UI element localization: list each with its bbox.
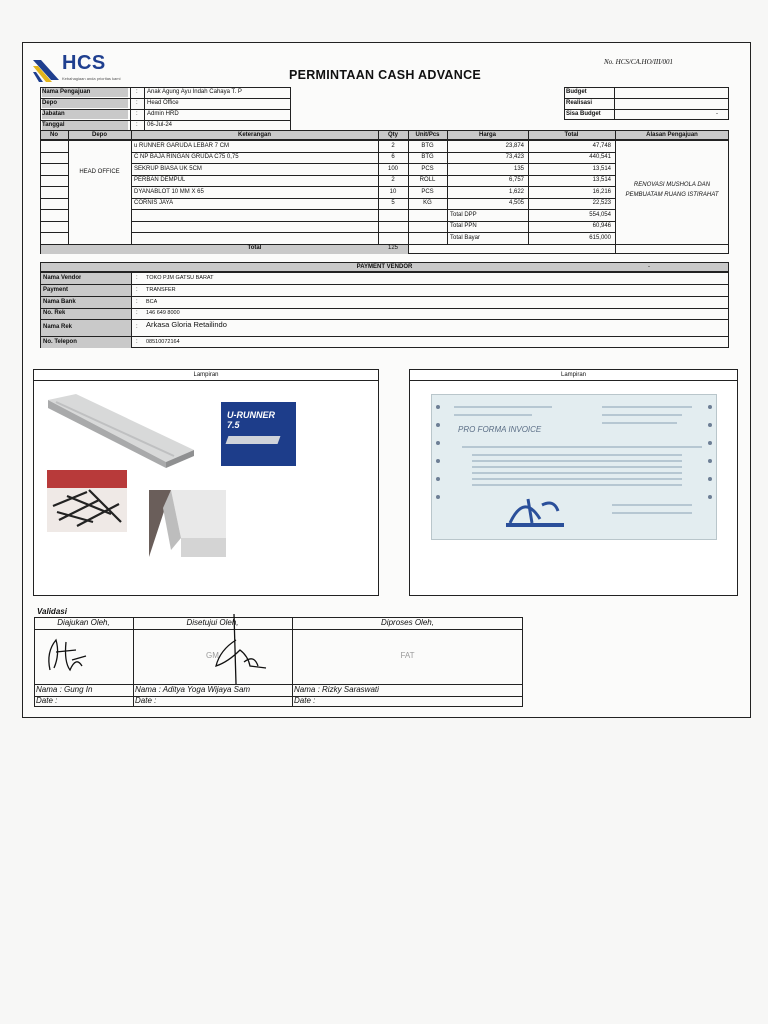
attachment-title: Lampiran (34, 370, 378, 381)
payment-value: 146 649 8000 (146, 310, 180, 316)
approval-stamp: FAT (400, 651, 415, 660)
depo-cell: HEAD OFFICE (79, 169, 120, 175)
row-divider (40, 272, 729, 273)
item-total: 13,514 (592, 177, 611, 183)
payment-value: 08510072164 (146, 338, 180, 345)
item-unit: ROLL (419, 177, 436, 183)
row-divider (40, 319, 729, 320)
item-total: 22,523 (592, 200, 611, 206)
item-price: 23,874 (505, 142, 524, 149)
approver-role: Disetujui Oleh, (186, 618, 239, 627)
attachment-panel-right (409, 369, 738, 596)
payment-label: Nama Rek (43, 324, 73, 330)
payment-value: TOKO PJM GATSU BARAT (146, 274, 214, 281)
invoice-photo (431, 394, 717, 540)
col-divider (408, 244, 409, 254)
col-divider (144, 87, 145, 131)
info-label: Tanggal (42, 121, 128, 130)
info-value: Head Office (147, 100, 179, 106)
item-price: 135 (513, 165, 524, 172)
row-divider (34, 684, 523, 685)
info-value: Admin HRD (147, 111, 179, 117)
total-qty: 125 (387, 245, 398, 251)
document-number: No. HCS/CA.HO/III/001 (604, 58, 674, 66)
item-unit: BTG (421, 154, 434, 160)
row-divider (40, 232, 68, 233)
approver-name: Nama : Gung In (36, 685, 93, 694)
approver-role: Diajukan Oleh, (57, 618, 110, 627)
col-divider (292, 617, 293, 707)
col-divider (614, 87, 615, 120)
info-label: Jabatan (42, 110, 128, 119)
item-unit: PCS (421, 188, 434, 195)
payment-value: TRANSFER (146, 286, 176, 293)
total-label: Total (247, 245, 262, 251)
item-description: SEKRUP BIASA UK 5CM (134, 165, 202, 172)
item-description: u RUNNER GARUDA LEBAR 7 CM (134, 142, 230, 149)
signature-approver (200, 610, 270, 688)
item-price: 1,622 (508, 188, 524, 195)
approver-role: Diproses Oleh, (381, 618, 434, 627)
item-total: 16,216 (592, 188, 611, 195)
company-tagline: Kebahagiaan anda prioritas kami (62, 76, 121, 81)
item-price: 73,423 (505, 154, 524, 160)
row-divider (40, 209, 68, 210)
table-header-cell: Keterangan (237, 131, 271, 138)
approval-date: Date : (36, 696, 58, 705)
approver-name: Nama : Rizky Saraswati (294, 685, 379, 694)
item-qty: 6 (391, 154, 395, 160)
u-runner-label: U-RUNNER 7.5 (227, 410, 275, 430)
payment-separator: : (136, 298, 138, 305)
row-divider (34, 629, 523, 630)
approver-name: Nama : Aditya Yoga Wijaya Sam (135, 685, 251, 694)
row-divider (40, 308, 729, 309)
item-unit: BTG (421, 142, 434, 149)
reason-text: RENOVASI MUSHOLA DAN PEMBUATAM RUANG ISTIRAHAT (625, 182, 719, 198)
row-divider (40, 336, 729, 337)
screws-photo (47, 470, 127, 532)
attachment-panel-left (33, 369, 379, 596)
item-description: DYANABLOT 10 MM X 65 (134, 188, 204, 195)
payment-label: No. Rek (43, 310, 66, 316)
row-divider (40, 296, 729, 297)
item-price: 6,757 (508, 177, 524, 183)
item-description: C NP BAJA RINGAN GRUDA C75 0,75 (134, 154, 239, 160)
payment-title-dash: - (648, 263, 650, 270)
item-total: 440,541 (589, 154, 611, 160)
page-title: PERMINTAAN CASH ADVANCE (288, 68, 482, 82)
info-separator: : (136, 89, 138, 95)
item-price: 4,505 (508, 200, 524, 206)
info-value: Anak Agung Ayu Indah Cahaya T. P (147, 89, 242, 95)
table-header-cell: Qty (387, 131, 398, 138)
table-header-cell: Alasan Pengajuan (646, 131, 698, 138)
signature-submitter (42, 632, 92, 676)
col-divider (130, 87, 131, 131)
info-value: 06-Jul-24 (147, 122, 173, 128)
c-profile-photo (46, 392, 196, 470)
item-qty: 5 (391, 200, 395, 206)
validation-box (34, 617, 523, 707)
budget-label: Realisasi (566, 100, 593, 106)
row-divider (40, 284, 729, 285)
approval-date: Date : (294, 696, 316, 705)
info-separator: : (136, 111, 138, 117)
payment-label: Nama Bank (43, 298, 76, 305)
summary-value: 615,000 (589, 234, 611, 241)
col-divider (615, 130, 616, 254)
table-header-cell: Unit/Pcs (415, 131, 440, 138)
table-header-cell: Harga (478, 131, 496, 138)
summary-label: Total Bayar (450, 234, 481, 241)
payment-separator: : (136, 286, 138, 293)
payment-value: Arkasa Gloria Retailindo (146, 320, 227, 329)
table-header-cell: Depo (92, 131, 107, 138)
payment-title: PAYMENT VENDOR (356, 263, 413, 270)
item-description: CORNIS JAYA (134, 200, 174, 206)
item-total: 47,748 (592, 142, 611, 149)
item-unit: KG (423, 200, 432, 206)
invoice-title: PRO FORMA INVOICE (458, 425, 542, 434)
item-unit: PCS (421, 165, 434, 172)
summary-value: 60,946 (592, 223, 611, 229)
attachment-title: Lampiran (410, 370, 737, 381)
col-divider (133, 617, 134, 707)
row-divider (34, 696, 523, 697)
payment-separator: : (136, 338, 138, 345)
payment-separator: : (136, 310, 138, 316)
budget-label: Sisa Budget (566, 111, 601, 117)
info-separator: : (136, 100, 138, 106)
validation-label: Validasi (37, 607, 67, 616)
item-total: 13,514 (592, 165, 611, 172)
budget-label: Budget (566, 89, 587, 95)
item-qty: 2 (391, 177, 395, 183)
payment-separator: : (136, 324, 138, 330)
budget-value: - (716, 111, 718, 117)
info-label: Nama Pengajuan (42, 88, 128, 97)
row-divider (615, 140, 729, 141)
info-separator: : (136, 122, 138, 128)
row-divider (40, 221, 68, 222)
approval-stamp: GM (206, 651, 219, 660)
hcs-logo-icon (33, 56, 59, 82)
table-header-cell: Total (564, 131, 579, 138)
summary-label: Total PPN (450, 223, 477, 229)
approval-date: Date : (135, 696, 157, 705)
item-qty: 100 (387, 165, 398, 172)
item-qty: 10 (389, 188, 397, 195)
summary-value: 554,054 (589, 211, 611, 218)
payment-separator: : (136, 274, 138, 281)
cornice-photo (149, 490, 226, 557)
info-label: Depo (42, 99, 128, 108)
table-header-cell: No (50, 131, 58, 138)
payment-label: No. Telepon (43, 338, 77, 345)
summary-label: Total DPP (450, 211, 477, 218)
payment-value: BCA (146, 298, 158, 305)
company-logo (33, 52, 133, 86)
item-qty: 2 (391, 142, 395, 149)
item-description: PERBAN DEMPUL (134, 177, 186, 183)
company-name: HCS (62, 52, 106, 74)
payment-label: Nama Vendor (43, 274, 82, 281)
row-divider (615, 244, 729, 245)
u-runner-product-photo (221, 402, 296, 466)
payment-label: Payment (43, 286, 69, 293)
